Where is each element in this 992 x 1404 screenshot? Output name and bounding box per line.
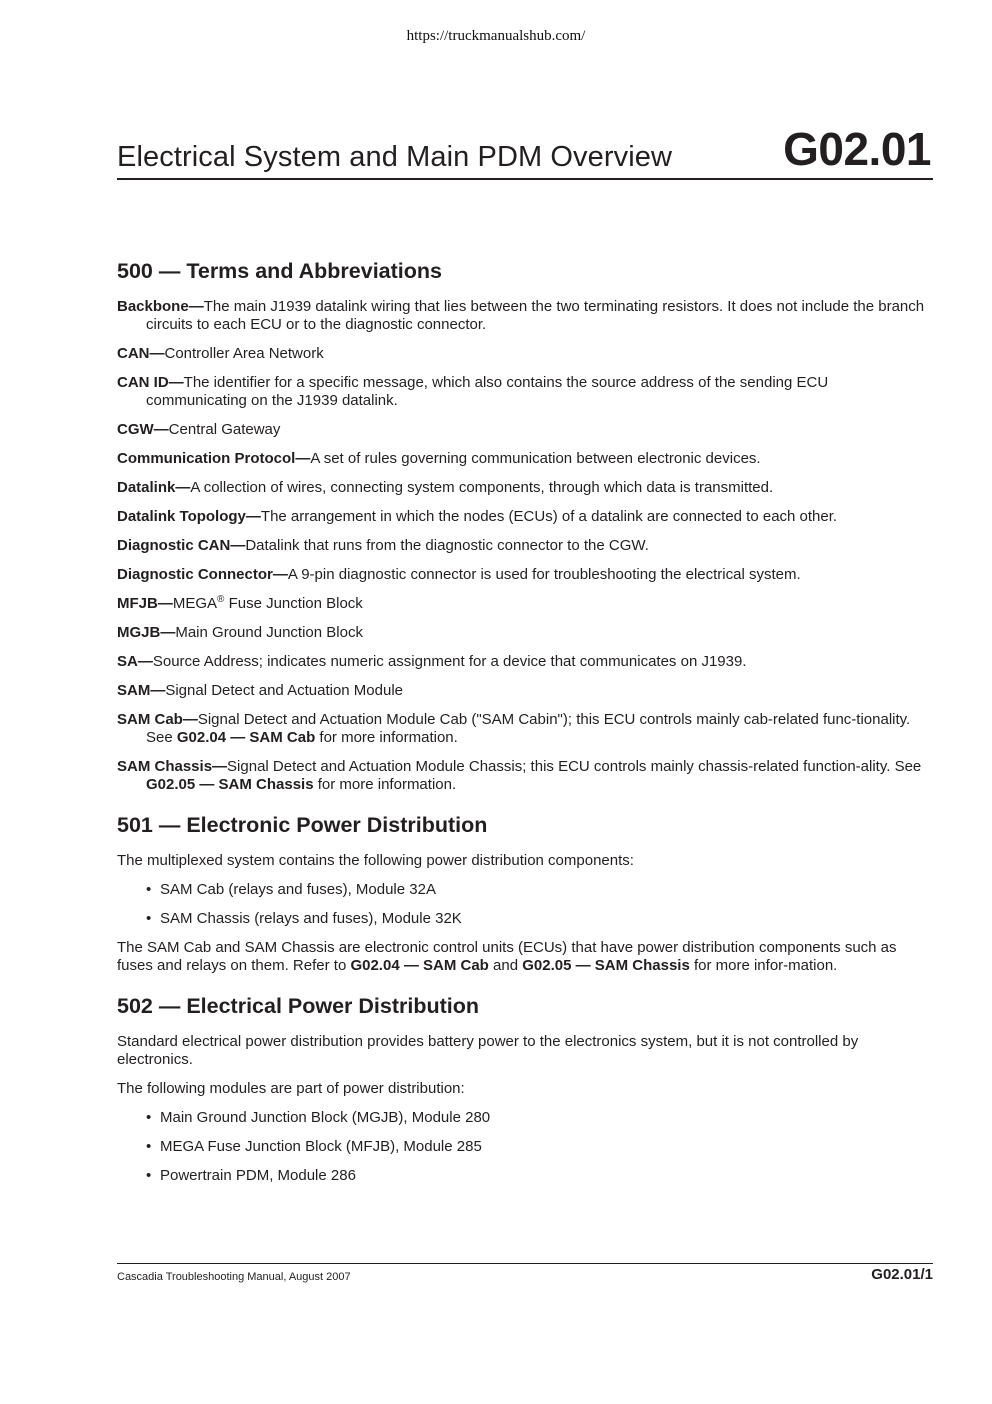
page-number: G02.01/1 (871, 1266, 933, 1283)
cross-reference: G02.05 — SAM Chassis (146, 776, 314, 793)
list-item: • MEGA Fuse Junction Block (MFJB), Module 285 (146, 1138, 933, 1156)
term-diagnostic-can (117, 537, 933, 555)
source-url: https://truckmanualshub.com/ (406, 28, 586, 44)
term-label: MGJB— (117, 624, 176, 641)
term-definition: Controller Area Network (164, 345, 324, 362)
term-label: SA— (117, 653, 153, 670)
term-cgw (117, 421, 933, 439)
section-501-bullets (117, 881, 933, 928)
term-definition: Central Gateway (168, 421, 281, 438)
list-item: • Main Ground Junction Block (MGJB), Module 280 (146, 1109, 933, 1127)
section-500 (117, 256, 933, 794)
cross-reference: G02.04 — SAM Cab (350, 957, 489, 974)
term-sam-cab (117, 711, 933, 747)
term-definition-post: for more information. (315, 729, 458, 746)
term-communication-protocol (117, 450, 933, 468)
section-501-intro: The multiplexed system contains the following power distribution components: (117, 852, 634, 869)
term-label: CGW— (117, 421, 169, 438)
term-definition-pre: Signal Detect and Actuation Module Chassis; this ECU controls mainly chassis-related function-ality. See (227, 758, 922, 775)
term-definition: A set of rules governing communication between electronic devices. (310, 450, 761, 467)
term-definition-post: for more information. (313, 776, 457, 793)
term-mgjb (117, 624, 933, 642)
term-label: SAM Cab— (117, 711, 198, 728)
page-header (117, 123, 933, 180)
term-definition: The arrangement in which the nodes (ECUs) of a datalink are connected to each other. (260, 508, 838, 525)
body-text: The SAM Cab and SAM Chassis are electronic control units (ECUs) that have power distribution components such as fuses and relays on them. Refer to (117, 939, 897, 974)
section-502-para2: The following modules are part of power distribution: (117, 1080, 465, 1097)
term-label: Datalink— (117, 479, 191, 496)
section-500-heading: 500 — Terms and Abbreviations (117, 259, 442, 283)
term-sam (117, 682, 933, 700)
body-text: and (488, 957, 523, 974)
cross-reference: G02.05 — SAM Chassis (522, 957, 690, 974)
term-definition: The identifier for a specific message, which also contains the source address of the sending ECU communicating on the J1939 datalink. (146, 374, 829, 409)
term-can (117, 345, 933, 363)
term-datalink (117, 479, 933, 497)
page-footer (117, 1263, 933, 1288)
list-item: • Powertrain PDM, Module 286 (146, 1167, 933, 1185)
manual-title: Cascadia Troubleshooting Manual, August 2007 (117, 1271, 351, 1283)
term-definition-post: Fuse Junction Block (224, 595, 363, 612)
section-502 (117, 991, 933, 1185)
term-definition: Main Ground Junction Block (175, 624, 363, 641)
term-mfjb (117, 595, 933, 613)
term-label: SAM Chassis— (117, 758, 228, 775)
term-definition: The main J1939 datalink wiring that lies between the two terminating resistors. It does not include the branch circuits to each ECU or to the diagnostic connector. (146, 298, 925, 333)
term-diagnostic-connector (117, 566, 933, 584)
list-item: • SAM Cab (relays and fuses), Module 32A (146, 881, 933, 899)
term-label: Diagnostic Connector— (117, 566, 288, 583)
term-label: Backbone— (117, 298, 204, 315)
page-content (117, 256, 933, 1196)
cross-reference: G02.04 — SAM Cab (176, 729, 316, 746)
term-sam-chassis (117, 758, 933, 794)
term-definition-pre: Signal Detect and Actuation Module Cab ("SAM Cabin"); this ECU controls mainly cab-related func-tionality. See (146, 711, 911, 746)
term-definition: A 9-pin diagnostic connector is used for troubleshooting the electrical system. (287, 566, 801, 583)
section-code: G02.01 (783, 123, 931, 175)
section-501 (117, 810, 933, 975)
section-502-bullets (117, 1109, 933, 1185)
term-label: Diagnostic CAN— (117, 537, 246, 554)
term-sa (117, 653, 933, 671)
registered-mark: ® (217, 594, 225, 605)
term-definition: Datalink that runs from the diagnostic connector to the CGW. (245, 537, 649, 554)
terms-list (117, 298, 933, 794)
term-definition: Signal Detect and Actuation Module (165, 682, 403, 699)
term-definition-pre: MEGA (172, 595, 218, 612)
term-datalink-topology (117, 508, 933, 526)
section-502-heading: 502 — Electrical Power Distribution (117, 994, 480, 1018)
term-definition: Source Address; indicates numeric assignment for a device that communicates on J1939. (152, 653, 747, 670)
term-can-id (117, 374, 933, 410)
page-title: Electrical System and Main PDM Overview (117, 141, 673, 173)
term-label: MFJB— (117, 595, 173, 612)
term-label: Communication Protocol— (117, 450, 311, 467)
body-text: for more infor-mation. (689, 957, 838, 974)
list-item: • SAM Chassis (relays and fuses), Module 32K (146, 910, 933, 928)
term-label: SAM— (117, 682, 166, 699)
section-502-para1: Standard electrical power distribution provides battery power to the electronics system, but it is not controlled by electronics. (117, 1033, 859, 1068)
term-label: CAN— (117, 345, 165, 362)
term-definition: A collection of wires, connecting system components, through which data is transmitted. (190, 479, 774, 496)
term-backbone (117, 298, 933, 334)
term-label: CAN ID— (117, 374, 184, 391)
section-501-body (117, 939, 933, 975)
section-501-heading: 501 — Electronic Power Distribution (117, 813, 488, 837)
term-label: Datalink Topology— (117, 508, 261, 525)
